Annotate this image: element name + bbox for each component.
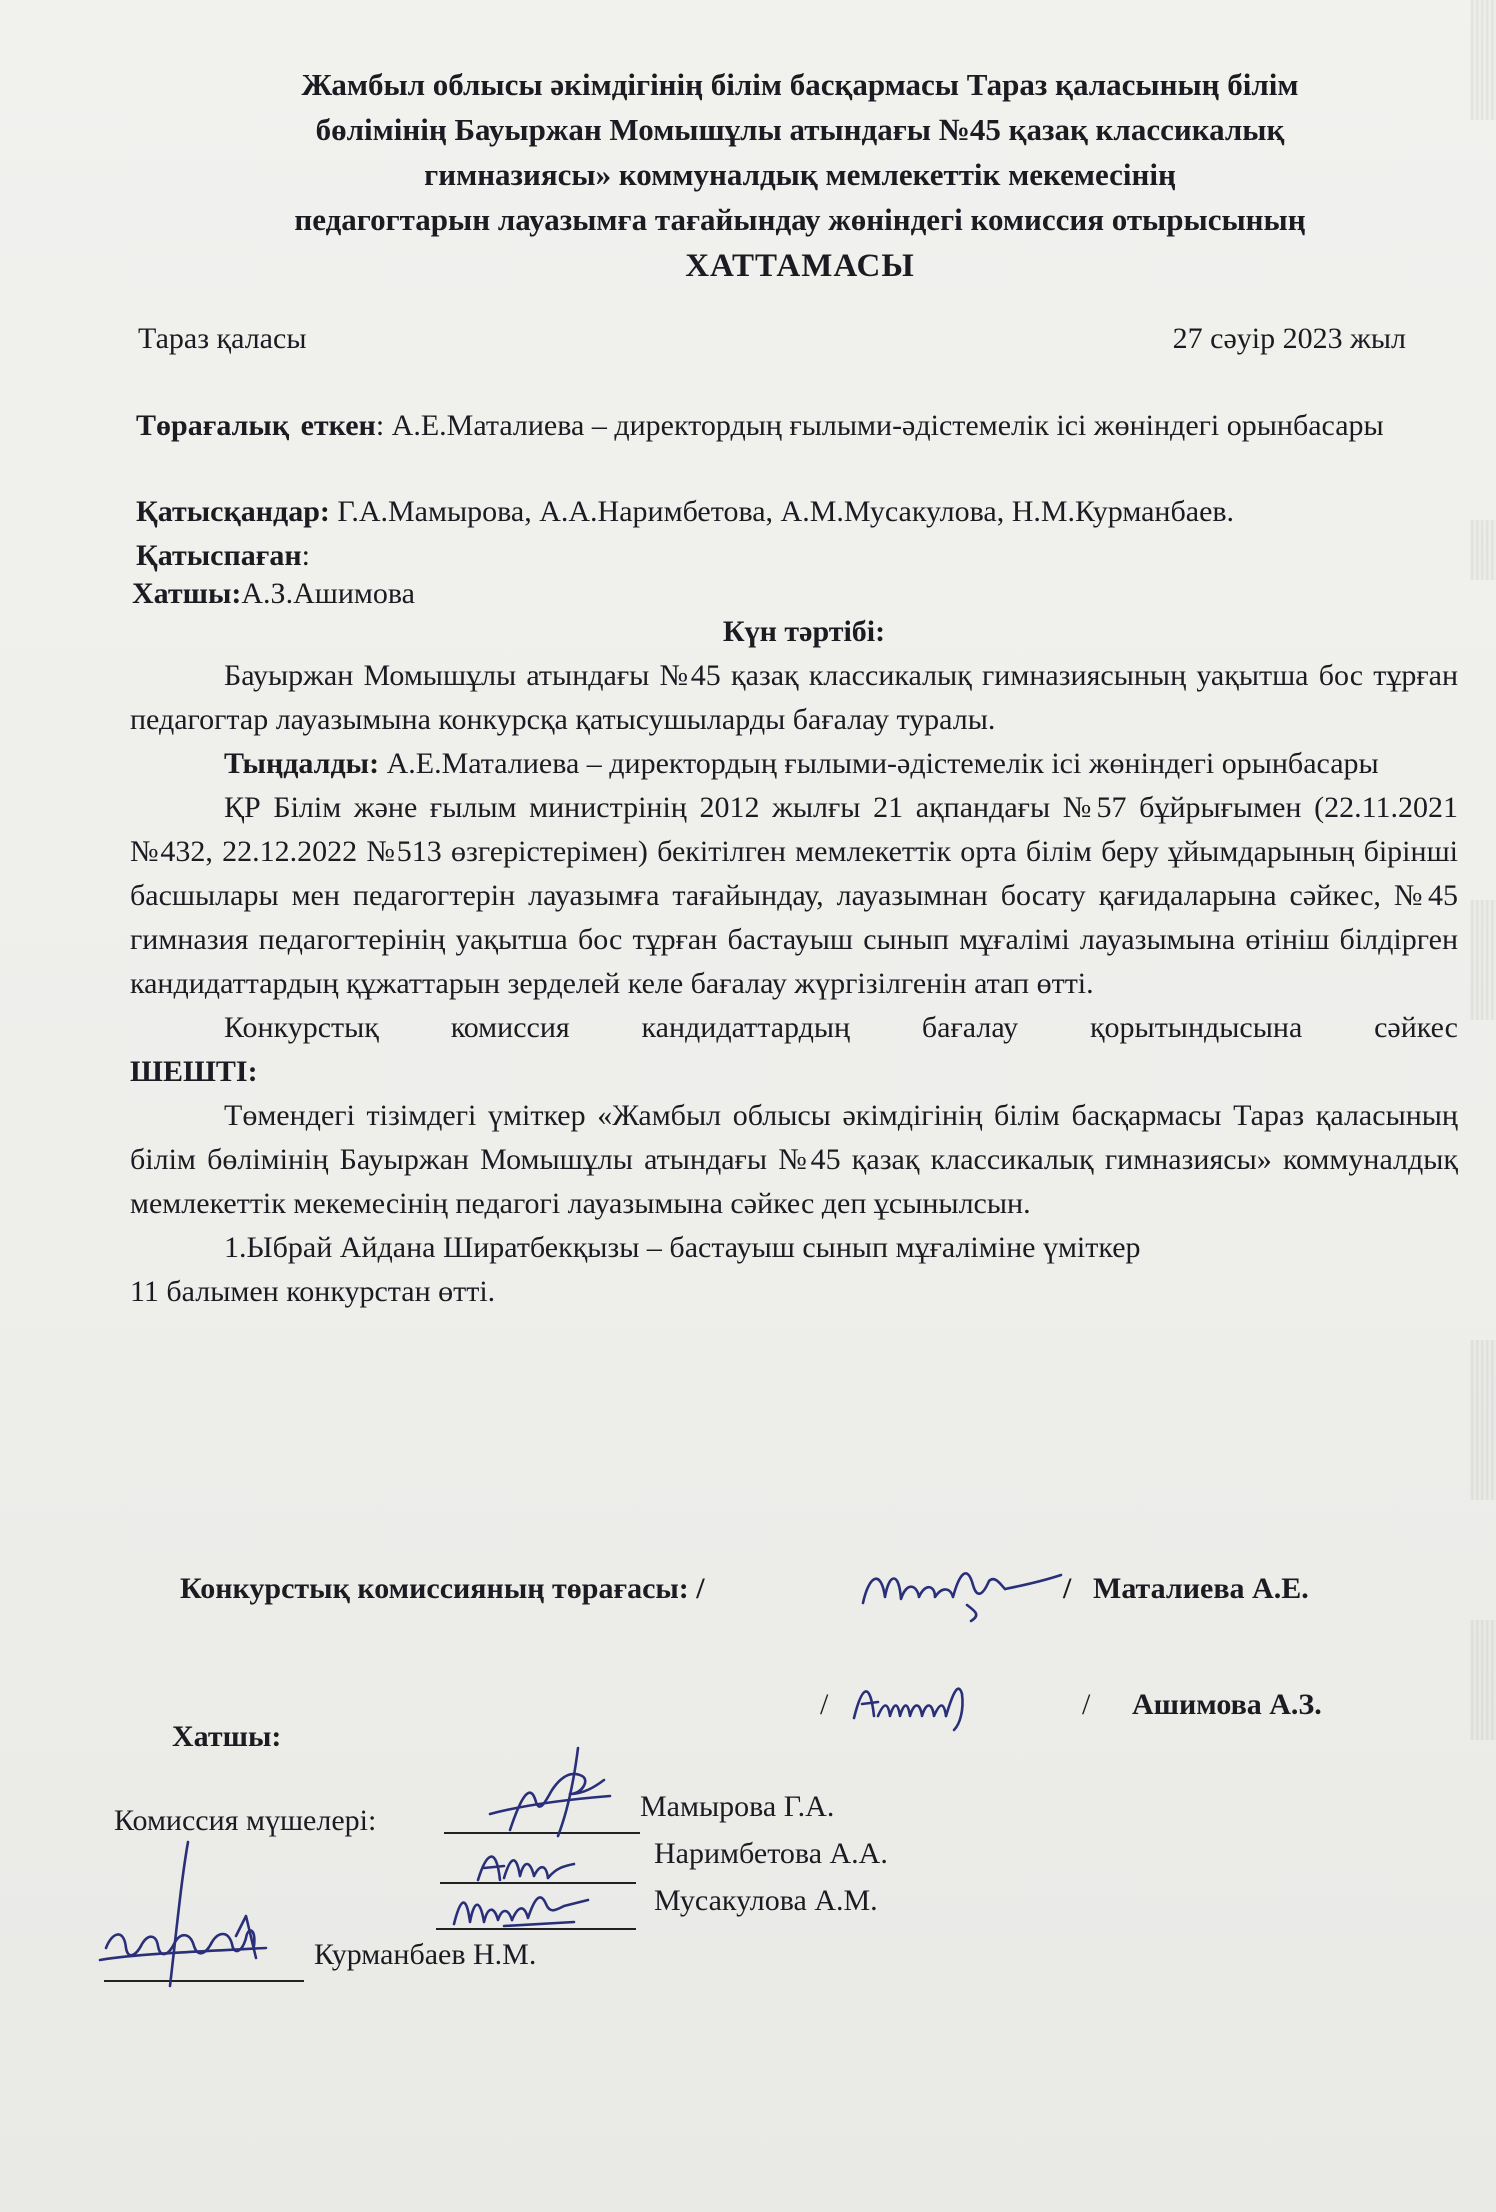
member-signature-mamyrova	[470, 1740, 620, 1840]
chair-line	[136, 404, 1454, 448]
member-name: Курманбаев Н.М.	[314, 1938, 537, 1971]
header-line: гимназиясы» коммуналдық мемлекеттік мекемесінің	[424, 157, 1176, 192]
scan-edge-artifact	[1470, 1620, 1496, 1740]
present-label: Қатысқандар:	[136, 495, 330, 528]
secretary-slash-left: /	[820, 1688, 829, 1721]
secretary-label: Хатшы:	[132, 577, 242, 610]
signature-line	[440, 1882, 636, 1884]
document-title: ХАТТАМАСЫ	[685, 248, 915, 284]
signature-line	[444, 1832, 640, 1834]
document-header	[120, 62, 1480, 289]
header-line: педагогтарын лауазымға тағайындау жөніндегі комиссия отырысының	[294, 202, 1306, 237]
member-signature-kurmanbaev	[96, 1836, 276, 1996]
decision-paragraph: Төмендегі тізімдегі үміткер «Жамбыл облысы әкімдігінің білім басқармасы Тараз қаласының білім бөлімінің Бауыржан Момышұлы атындағы №45 қазақ классикалық гимназиясы» коммуналдық мемлекеттік мекемесінің педагогі лауазымына сәйкес деп ұсынылсын.	[130, 1099, 1458, 1220]
chair-signature	[855, 1545, 1065, 1625]
header-line: бөлімінің Бауыржан Момышұлы атындағы №45 қазақ классикалық	[315, 112, 1285, 147]
chair-signature-label: Конкурстық комиссияның төрағасы: /	[180, 1572, 705, 1605]
member-name: Наримбетова А.А.	[654, 1837, 888, 1870]
present-block	[136, 490, 1454, 578]
signature-line	[104, 1980, 304, 1982]
header-line: Жамбыл облысы әкімдігінің білім басқармасы Тараз қаласының білім	[301, 67, 1299, 102]
absent-text: :	[301, 539, 310, 572]
agenda-text: Бауыржан Момышұлы атындағы №45 қазақ классикалық гимназиясының уақытша бос тұрған педагогтар лауазымына конкурсқа қатысушыларды бағалау туралы.	[130, 659, 1458, 736]
secretary-signature-label: Хатшы:	[172, 1720, 282, 1753]
present-line	[136, 490, 1454, 534]
secretary-name: Ашимова А.З.	[1132, 1688, 1322, 1721]
secretary-signature	[848, 1666, 988, 1736]
body-paragraph: ҚР Білім және ғылым министрінің 2012 жылғы 21 ақпандағы №57 бұйрығымен (22.11.2021 №432, 22.12.2022 №513 өзгерістерімен) бекітілген мемлекеттік орта білім беру ұйымдарының бірінші басшылары мен педагогтерін лауазымға тағайындау, лауазымнан босату қағидаларына сәйкес, №45 гимназия педагогтерінің уақытша бос тұрған бастауыш сынып мұғалімі лауазымына өтініш білдірген кандидаттардың құжаттарын зерделей келе бағалау жүргізілгенін атап өтті.	[130, 791, 1458, 1000]
chair-text: : А.Е.Маталиева – директордың ғылыми-әдістемелік ісі жөніндегі орынбасары	[375, 409, 1384, 442]
decided-heading: ШЕШТІ:	[130, 1055, 258, 1088]
member-signature-narimbetova	[470, 1830, 590, 1890]
city: Тараз қаласы	[138, 322, 307, 355]
city-date-row	[138, 322, 1406, 356]
absent-label: Қатыспаған	[136, 539, 302, 572]
secretary-text: А.З.Ашимова	[241, 577, 415, 610]
date: 27 сәуір 2023 жыл	[1172, 322, 1406, 355]
members-label: Комиссия мүшелері:	[114, 1804, 377, 1837]
scan-edge-artifact	[1470, 1340, 1496, 1500]
scan-edge-artifact	[1470, 520, 1496, 580]
member-name: Мусакулова А.М.	[654, 1884, 878, 1917]
chair-slash: /	[1063, 1572, 1072, 1605]
member-name: Мамырова Г.А.	[640, 1790, 835, 1823]
chair-label: Төрағалық еткен	[136, 409, 376, 442]
scan-edge-artifact	[1470, 900, 1496, 1020]
present-text: Г.А.Мамырова, А.А.Наримбетова, А.М.Мусакулова, Н.М.Курманбаев.	[329, 495, 1235, 528]
secretary-slash-right: /	[1082, 1688, 1091, 1721]
agenda-heading: Күн тәртібі:	[722, 615, 886, 648]
candidate-item: 1.Ыбрай Айдана Ширатбекқызы – бастауыш сынып мұғаліміне үміткер	[224, 1231, 1141, 1264]
heard-text: А.Е.Маталиева – директордың ғылыми-әдістемелік ісі жөніндегі орынбасары	[379, 747, 1379, 780]
signature-line	[436, 1928, 636, 1930]
heard-paragraph	[130, 742, 1458, 786]
heard-label: Тыңдалды:	[224, 747, 380, 780]
attendance-block	[136, 404, 1454, 448]
agenda-block	[130, 610, 1458, 1314]
chair-name: Маталиева А.Е.	[1093, 1572, 1309, 1605]
candidate-result: 11 балымен конкурстан өтті.	[130, 1275, 496, 1308]
commission-paragraph: Конкурстық комиссия кандидаттардың бағалау қорытындысына сәйкес	[224, 1011, 1458, 1044]
